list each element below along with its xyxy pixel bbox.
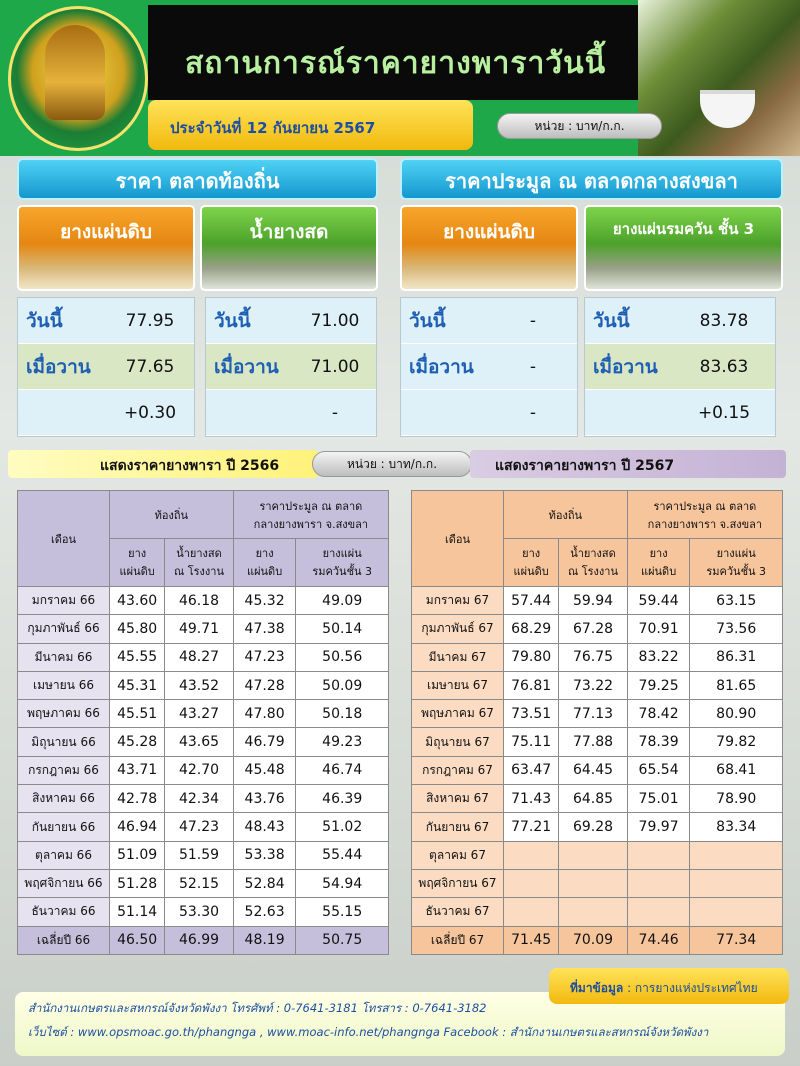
price-cell: 42.34 <box>165 785 234 813</box>
price-cell: 48.19 <box>233 926 296 954</box>
price-cell: 55.44 <box>296 841 389 869</box>
price-cell: 75.11 <box>504 728 559 756</box>
price-cell: 73.22 <box>559 671 628 699</box>
price-cell: 71.45 <box>504 926 559 954</box>
category-card-central-smoked-sheet <box>584 205 783 291</box>
price-cell: 75.01 <box>627 785 690 813</box>
col-group-local: ท้องถิ่น <box>504 491 628 539</box>
price-cell: 45.55 <box>110 643 165 671</box>
price-cell: 78.39 <box>627 728 690 756</box>
col-month: เดือน <box>18 491 110 587</box>
price-cell: 43.60 <box>110 587 165 615</box>
contact-line: สำนักงานเกษตรและสหกรณ์จังหวัดพังงา โทรศัพท์ : 0-7641-3181 โทรสาร : 0-7641-3182 <box>28 1001 487 1015</box>
today-row <box>585 298 775 344</box>
price-cell: 42.78 <box>110 785 165 813</box>
table-row <box>18 869 389 897</box>
price-cell <box>559 898 628 926</box>
month-cell: กุมภาพันธ์ 66 <box>18 615 110 643</box>
month-cell: สิงหาคม 66 <box>18 785 110 813</box>
yesterday-row <box>401 344 577 390</box>
price-cell: 45.28 <box>110 728 165 756</box>
category-card-local-latex <box>200 205 378 291</box>
price-panel-local-raw-sheet <box>17 297 195 437</box>
today-price: 71.00 <box>310 310 360 331</box>
yesterday-label: เมื่อวาน <box>409 355 474 378</box>
yesterday-label: เมื่อวาน <box>593 355 658 378</box>
table-row <box>412 643 783 671</box>
month-cell: กรกฎาคม 67 <box>412 756 504 784</box>
table-row <box>412 728 783 756</box>
yesterday-row <box>18 344 194 390</box>
yesterday-label: เมื่อวาน <box>26 355 91 378</box>
category-label: น้ำยางสด <box>249 221 329 243</box>
price-cell: 51.59 <box>165 841 234 869</box>
price-cell: 46.79 <box>233 728 296 756</box>
price-cell: 47.28 <box>233 671 296 699</box>
seal-figure-icon <box>45 25 105 120</box>
month-cell: มิถุนายน 67 <box>412 728 504 756</box>
month-cell: ตุลาคม 66 <box>18 841 110 869</box>
yesterday-price: 83.63 <box>699 356 749 377</box>
price-cell: 46.94 <box>110 813 165 841</box>
price-cell: 70.91 <box>627 615 690 643</box>
month-cell: มีนาคม 66 <box>18 643 110 671</box>
price-cell: 46.99 <box>165 926 234 954</box>
category-card-central-raw-sheet <box>400 205 578 291</box>
change-row <box>18 390 194 436</box>
price-cell: 73.51 <box>504 700 559 728</box>
month-cell: เมษายน 66 <box>18 671 110 699</box>
price-cell: 74.46 <box>627 926 690 954</box>
price-cell: 79.80 <box>504 643 559 671</box>
price-cell: 49.09 <box>296 587 389 615</box>
price-cell: 64.85 <box>559 785 628 813</box>
price-cell: 52.15 <box>165 869 234 897</box>
table-row <box>412 587 783 615</box>
month-cell: เมษายน 67 <box>412 671 504 699</box>
price-cell: 51.28 <box>110 869 165 897</box>
month-cell: พฤศจิกายน 67 <box>412 869 504 897</box>
data-source: ที่มาข้อมูล : การยางแห่งประเทศไทย <box>570 981 758 995</box>
today-label: วันนี้ <box>409 309 446 332</box>
price-cell: 76.75 <box>559 643 628 671</box>
price-cell: 46.50 <box>110 926 165 954</box>
table-row <box>412 671 783 699</box>
table-row <box>18 587 389 615</box>
price-cell: 77.21 <box>504 813 559 841</box>
unit-badge: หน่วย : บาท/ก.ก. <box>497 113 662 139</box>
table-row <box>18 813 389 841</box>
price-cell: 77.34 <box>690 926 783 954</box>
price-cell: 49.71 <box>165 615 234 643</box>
price-cell: 51.02 <box>296 813 389 841</box>
price-table-2567 <box>411 490 783 955</box>
table-row <box>18 841 389 869</box>
month-cell: กุมภาพันธ์ 67 <box>412 615 504 643</box>
category-label: ยางแผ่นดิบ <box>443 221 535 243</box>
price-cell: 79.82 <box>690 728 783 756</box>
table-row <box>18 671 389 699</box>
month-cell: กรกฎาคม 66 <box>18 756 110 784</box>
price-cell <box>504 841 559 869</box>
table-row <box>412 869 783 897</box>
table-row <box>412 841 783 869</box>
price-cell: 51.09 <box>110 841 165 869</box>
month-cell: กันยายน 66 <box>18 813 110 841</box>
price-panel-central-smoked-sheet <box>584 297 776 437</box>
price-cell: 52.84 <box>233 869 296 897</box>
table-row <box>18 643 389 671</box>
price-cell: 47.23 <box>165 813 234 841</box>
table-row <box>18 615 389 643</box>
today-label: วันนี้ <box>214 309 251 332</box>
col-latex: น้ำยางสด ณ โรงงาน <box>165 539 234 587</box>
price-cell <box>559 841 628 869</box>
year-2566-title: แสดงราคายางพารา ปี 2566 <box>100 458 280 474</box>
today-row <box>18 298 194 344</box>
price-cell: 45.51 <box>110 700 165 728</box>
price-cell: 80.90 <box>690 700 783 728</box>
price-table-2566 <box>17 490 389 955</box>
month-cell: เฉลี่ยปี 66 <box>18 926 110 954</box>
table-row <box>412 898 783 926</box>
price-cell: 47.23 <box>233 643 296 671</box>
price-cell: 46.39 <box>296 785 389 813</box>
price-cell <box>504 898 559 926</box>
price-cell: 50.75 <box>296 926 389 954</box>
table-row <box>412 615 783 643</box>
today-label: วันนี้ <box>593 309 630 332</box>
yesterday-row <box>206 344 376 390</box>
unit-badge: หน่วย : บาท/ก.ก. <box>312 451 472 477</box>
col-group-local: ท้องถิ่น <box>110 491 234 539</box>
table-row <box>412 785 783 813</box>
page-title: สถานการณ์ราคายางพาราวันนี้ <box>185 46 607 81</box>
price-cell: 45.48 <box>233 756 296 784</box>
price-cell: 83.34 <box>690 813 783 841</box>
price-cell: 68.29 <box>504 615 559 643</box>
price-cell: 63.15 <box>690 587 783 615</box>
price-cell: 67.28 <box>559 615 628 643</box>
price-cell: 43.71 <box>110 756 165 784</box>
col-raw-sheet-central: ยาง แผ่นดิบ <box>627 539 690 587</box>
category-card-local-raw-sheet <box>17 205 195 291</box>
month-cell: กันยายน 67 <box>412 813 504 841</box>
price-cell: 76.81 <box>504 671 559 699</box>
table-row <box>18 700 389 728</box>
price-cell: 70.09 <box>559 926 628 954</box>
price-cell: 83.22 <box>627 643 690 671</box>
col-group-central: ราคาประมูล ณ ตลาด กลางยางพารา จ.สงขลา <box>627 491 782 539</box>
price-cell: 78.90 <box>690 785 783 813</box>
price-cell: 79.97 <box>627 813 690 841</box>
month-cell: มีนาคม 67 <box>412 643 504 671</box>
today-row <box>206 298 376 344</box>
yesterday-price: 77.65 <box>125 356 175 377</box>
price-change: - <box>529 402 537 423</box>
col-group-central: ราคาประมูล ณ ตลาด กลางยางพารา จ.สงขลา <box>233 491 388 539</box>
table-row <box>412 700 783 728</box>
table-row <box>412 756 783 784</box>
price-cell: 64.45 <box>559 756 628 784</box>
price-cell: 43.76 <box>233 785 296 813</box>
price-cell: 81.65 <box>690 671 783 699</box>
price-cell: 78.42 <box>627 700 690 728</box>
change-row <box>206 390 376 436</box>
category-label: ยางแผ่นรมควัน ชั้น 3 <box>612 220 755 238</box>
price-cell: 47.38 <box>233 615 296 643</box>
price-cell: 50.18 <box>296 700 389 728</box>
table-row <box>18 785 389 813</box>
yesterday-price: - <box>529 356 537 377</box>
price-cell: 43.52 <box>165 671 234 699</box>
price-cell: 69.28 <box>559 813 628 841</box>
month-cell: ธันวาคม 67 <box>412 898 504 926</box>
month-cell: พฤษภาคม 66 <box>18 700 110 728</box>
table-row <box>18 756 389 784</box>
price-cell <box>559 869 628 897</box>
price-cell: 59.44 <box>627 587 690 615</box>
month-cell: มิถุนายน 66 <box>18 728 110 756</box>
table-row <box>18 728 389 756</box>
table-body <box>412 587 783 955</box>
table-row <box>18 898 389 926</box>
price-cell: 45.80 <box>110 615 165 643</box>
price-cell: 52.63 <box>233 898 296 926</box>
price-cell: 48.27 <box>165 643 234 671</box>
price-cell: 79.25 <box>627 671 690 699</box>
price-cell: 63.47 <box>504 756 559 784</box>
today-row <box>401 298 577 344</box>
price-cell <box>504 869 559 897</box>
today-price: 77.95 <box>125 310 175 331</box>
price-cell: 47.80 <box>233 700 296 728</box>
price-cell: 45.32 <box>233 587 296 615</box>
price-cell: 57.44 <box>504 587 559 615</box>
price-cell: 77.88 <box>559 728 628 756</box>
report-date: ประจำวันที่ 12 กันยายน 2567 <box>170 119 376 137</box>
month-cell: พฤษภาคม 67 <box>412 700 504 728</box>
price-change: - <box>331 402 339 423</box>
today-price: 83.78 <box>699 310 749 331</box>
local-market-heading: ราคา ตลาดท้องถิ่น <box>17 158 378 200</box>
today-label: วันนี้ <box>26 309 63 332</box>
price-cell: 54.94 <box>296 869 389 897</box>
price-change: +0.30 <box>123 402 177 423</box>
price-cell: 71.43 <box>504 785 559 813</box>
website-line: เว็บไซต์ : www.opsmoac.go.th/phangnga , www.moac-info.net/phangnga Facebook : สำนักงานเกษตรและสหกรณ์จังหวัดพังงา <box>28 1025 709 1039</box>
table-row <box>412 813 783 841</box>
price-cell <box>627 898 690 926</box>
price-cell: 51.14 <box>110 898 165 926</box>
central-market-heading: ราคาประมูล ณ ตลาดกลางสงขลา <box>400 158 783 200</box>
rubber-tree-photo <box>638 0 800 156</box>
price-cell <box>690 898 783 926</box>
average-row <box>18 926 389 954</box>
col-smoked-sheet: ยางแผ่น รมควันชั้น 3 <box>690 539 783 587</box>
price-cell: 49.23 <box>296 728 389 756</box>
today-price: - <box>529 310 537 331</box>
month-cell: เฉลี่ยปี 67 <box>412 926 504 954</box>
price-cell: 73.56 <box>690 615 783 643</box>
price-cell <box>627 841 690 869</box>
price-cell: 77.13 <box>559 700 628 728</box>
col-raw-sheet: ยาง แผ่นดิบ <box>504 539 559 587</box>
category-label: ยางแผ่นดิบ <box>60 221 152 243</box>
price-cell <box>690 841 783 869</box>
price-cell: 65.54 <box>627 756 690 784</box>
price-cell <box>627 869 690 897</box>
price-cell: 59.94 <box>559 587 628 615</box>
yesterday-price: 71.00 <box>310 356 360 377</box>
yesterday-label: เมื่อวาน <box>214 355 279 378</box>
price-change: +0.15 <box>697 402 751 423</box>
price-cell: 50.56 <box>296 643 389 671</box>
month-cell: ธันวาคม 66 <box>18 898 110 926</box>
year-2567-title: แสดงราคายางพารา ปี 2567 <box>495 458 675 474</box>
price-panel-central-raw-sheet <box>400 297 578 437</box>
month-cell: มกราคม 67 <box>412 587 504 615</box>
col-latex: น้ำยางสด ณ โรงงาน <box>559 539 628 587</box>
price-cell: 43.27 <box>165 700 234 728</box>
month-cell: มกราคม 66 <box>18 587 110 615</box>
price-cell: 53.38 <box>233 841 296 869</box>
change-row <box>585 390 775 436</box>
price-cell: 68.41 <box>690 756 783 784</box>
price-cell: 46.18 <box>165 587 234 615</box>
month-cell: พฤศจิกายน 66 <box>18 869 110 897</box>
price-cell: 45.31 <box>110 671 165 699</box>
average-row <box>412 926 783 954</box>
price-panel-local-latex <box>205 297 377 437</box>
change-row <box>401 390 577 436</box>
month-cell: ตุลาคม 67 <box>412 841 504 869</box>
col-smoked-sheet: ยางแผ่น รมควันชั้น 3 <box>296 539 389 587</box>
price-cell <box>690 869 783 897</box>
table-body <box>18 587 389 955</box>
month-cell: สิงหาคม 67 <box>412 785 504 813</box>
price-cell: 42.70 <box>165 756 234 784</box>
price-cell: 48.43 <box>233 813 296 841</box>
col-month: เดือน <box>412 491 504 587</box>
yesterday-row <box>585 344 775 390</box>
price-cell: 86.31 <box>690 643 783 671</box>
col-raw-sheet-central: ยาง แผ่นดิบ <box>233 539 296 587</box>
price-cell: 46.74 <box>296 756 389 784</box>
price-cell: 50.09 <box>296 671 389 699</box>
price-cell: 53.30 <box>165 898 234 926</box>
price-cell: 50.14 <box>296 615 389 643</box>
col-raw-sheet: ยาง แผ่นดิบ <box>110 539 165 587</box>
price-cell: 55.15 <box>296 898 389 926</box>
price-cell: 43.65 <box>165 728 234 756</box>
